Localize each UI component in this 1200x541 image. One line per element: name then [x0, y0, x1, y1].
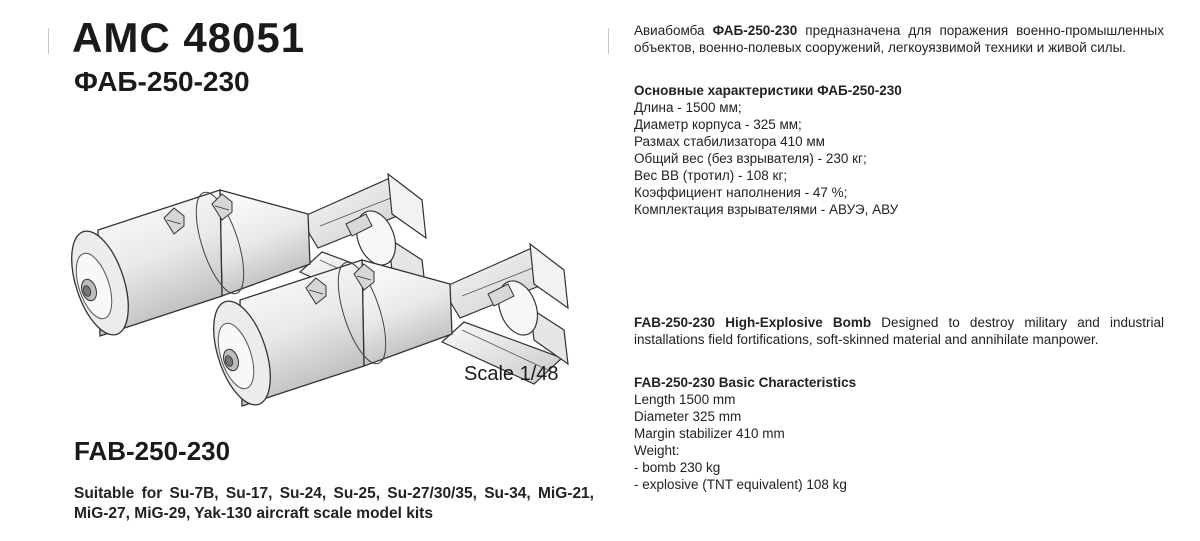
description-en-rest: Designed to destroy military and industrial installations field fortifications, soft-skinned material and annihilate manpower.	[634, 315, 1164, 347]
spec-ru-item: Диаметр корпуса - 325 мм;	[634, 117, 802, 132]
spec-en-item: - bomb 230 kg	[634, 460, 721, 475]
scale-label: Scale 1/48	[464, 363, 559, 385]
product-code: AMC 48051	[72, 14, 306, 61]
left-divider	[48, 28, 49, 54]
spec-en-item: - explosive (TNT equivalent) 108 kg	[634, 477, 847, 492]
center-divider	[608, 28, 609, 54]
description-ru-prefix: Авиабомба	[634, 23, 713, 38]
description-ru-rest: предназначена для поражения военно-промышленных объектов, военно-полевых сооружений, легкоуязвимой техники и живой силы.	[634, 23, 1165, 55]
description-ru-text	[634, 22, 1164, 56]
spec-ru-item: Размах стабилизатора 410 мм	[634, 134, 825, 149]
specs-ru	[634, 82, 1164, 218]
description-en-bold: FAB-250-230 High-Explosive Bomb	[634, 315, 872, 330]
spec-en-item: Margin stabilizer 410 mm	[634, 426, 785, 441]
description-en-text	[634, 314, 1164, 348]
spec-en-item: Length 1500 mm	[634, 392, 736, 407]
spec-ru-item: Вес ВВ (тротил) - 108 кг;	[634, 168, 788, 183]
description-ru	[634, 22, 1164, 56]
product-name: FAB-250-230	[74, 436, 231, 466]
description-en	[634, 314, 1164, 348]
description-ru-bold: ФАБ-250-230	[712, 23, 798, 38]
spec-en-item: Diameter 325 mm	[634, 409, 742, 424]
spec-ru-item: Общий вес (без взрывателя) - 230 кг;	[634, 151, 867, 166]
spec-ru-item: Комплектация взрывателями - АВУЭ, АВУ	[634, 202, 899, 217]
specs-ru-title: Основные характеристики ФАБ-250-230	[634, 83, 902, 98]
compatibility-note: Suitable for Su-7B, Su-17, Su-24, Su-25, Su-27/30/35, Su-34, MiG-21, MiG-27, MiG-29, Yak-130 aircraft scale model kits	[74, 485, 594, 522]
product-subtitle-ru: ФАБ-250-230	[74, 66, 250, 97]
specs-en	[634, 374, 1164, 493]
spec-ru-item: Коэффициент наполнения - 47 %;	[634, 185, 848, 200]
spec-ru-item: Длина - 1500 мм;	[634, 100, 742, 115]
spec-en-item: Weight:	[634, 443, 680, 458]
bomb-render-illustration	[50, 70, 580, 410]
specs-en-title: FAB-250-230 Basic Characteristics	[634, 375, 857, 390]
